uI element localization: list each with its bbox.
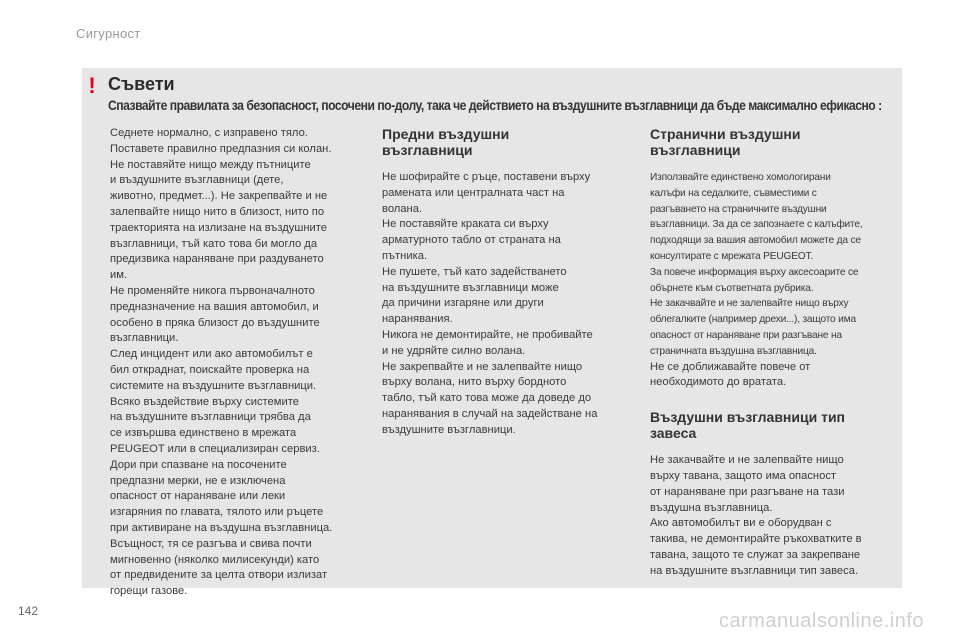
- side-airbags-heading: Странични въздушни възглавници: [650, 126, 801, 158]
- tips-title: Съвети: [108, 74, 175, 94]
- warning-exclamation-icon: !: [88, 73, 96, 98]
- front-airbags-heading: Предни въздушни възглавници: [382, 126, 510, 158]
- column-spacer: [650, 391, 896, 409]
- watermark: carmanualsonline.info: [718, 610, 924, 632]
- side-airbags-text: Не се доближавайте повече от необходимото до вратата.: [650, 360, 811, 389]
- general-tips-column: [110, 126, 360, 600]
- curtain-airbags-heading: Въздушни възглавници тип завеса: [650, 409, 846, 442]
- tips-intro: Спазвайте правилата за безопасност, посочени по-долу, така че действието на въздушните възглавници да бъде максимално ефикасно :: [108, 98, 882, 113]
- side-airbags-text-small: Използвайте единствено хомологирани калъфи на седалките, съвместими с разгъването на страничните въздушни възглавници. За да се запознаете с калъфите, подходящи за вашия автомобил можете да се консултирате с мрежата PEUGEOT. За повече информация върху аксесоарите се обърнете към съответната рубрика. Не закачвайте и не залепвайте нищо върху облегалките (например дрехи...), защото има опасност от нараняване при разгъване на страничната въздушна възглавница.: [650, 172, 863, 357]
- front-airbags-text: Не шофирайте с ръце, поставени върху рамената или централната част на волана. Не поставяйте краката си върху арматурното табло от страната на пътника. Не пушете, тъй като задействането на въздушните възглавници може да причини изгаряне или други наранявания. Никога не демонтирайте, не пробивайте и не удряйте силно волана. Не закрепвайте и не залепвайте нищо върху волана, нито върху бордното табло, тъй като това може да доведе до наранявания в случай на задействане на въздушните възглавници.: [382, 171, 598, 436]
- side-airbags-column: [650, 126, 896, 580]
- page-number: 142: [18, 604, 39, 618]
- front-airbags-column: [382, 126, 627, 439]
- section-title: Сигурност: [76, 26, 141, 41]
- curtain-airbags-text: Не закачвайте и не залепвайте нищо върху тавана, защото има опасност от нараняване при разгъване на тази въздушна възглавница. Ако автомобилът ви е оборудван с такива, не демонтирайте ръкохватките в тавана, защото те служат за закрепване на въздушните възглавници тип завеса.: [650, 454, 862, 577]
- general-tips-text: Седнете нормално, с изправено тяло. Поставете правилно предпазния си колан. Не поставяйте нищо между пътниците и въздушните възглавници (дете, животно, предмет...). Не закрепвайте и не залепвайте нищо нито в близост, нито по траекторията на излизане на въздушните възглавници, тъй като това би могло да предизвика нараняване при раздуването им. Не променяйте никога първоначалното предназначение на вашия автомобил, и особено в пряка близост до въздушните възглавници. След инцидент или ако автомобилът е бил откраднат, поискайте проверка на системите на въздушните възглавници. Всяко въздействие върху системите на въздушните възглавници трябва да се извършва единствено в мрежата PEUGEOT или в специализиран сервиз. Дори при спазване на посочените предпазни мерки, не е изключена опасност от нараняване или леки изгаряния по главата, тялото или ръцете при активиране на въздушна възглавница. Всъщност, тя се разгъва и свива почти мигновенно (няколко милисекунди) като от предвидените за целта отвори излизат горещи газове.: [110, 127, 333, 598]
